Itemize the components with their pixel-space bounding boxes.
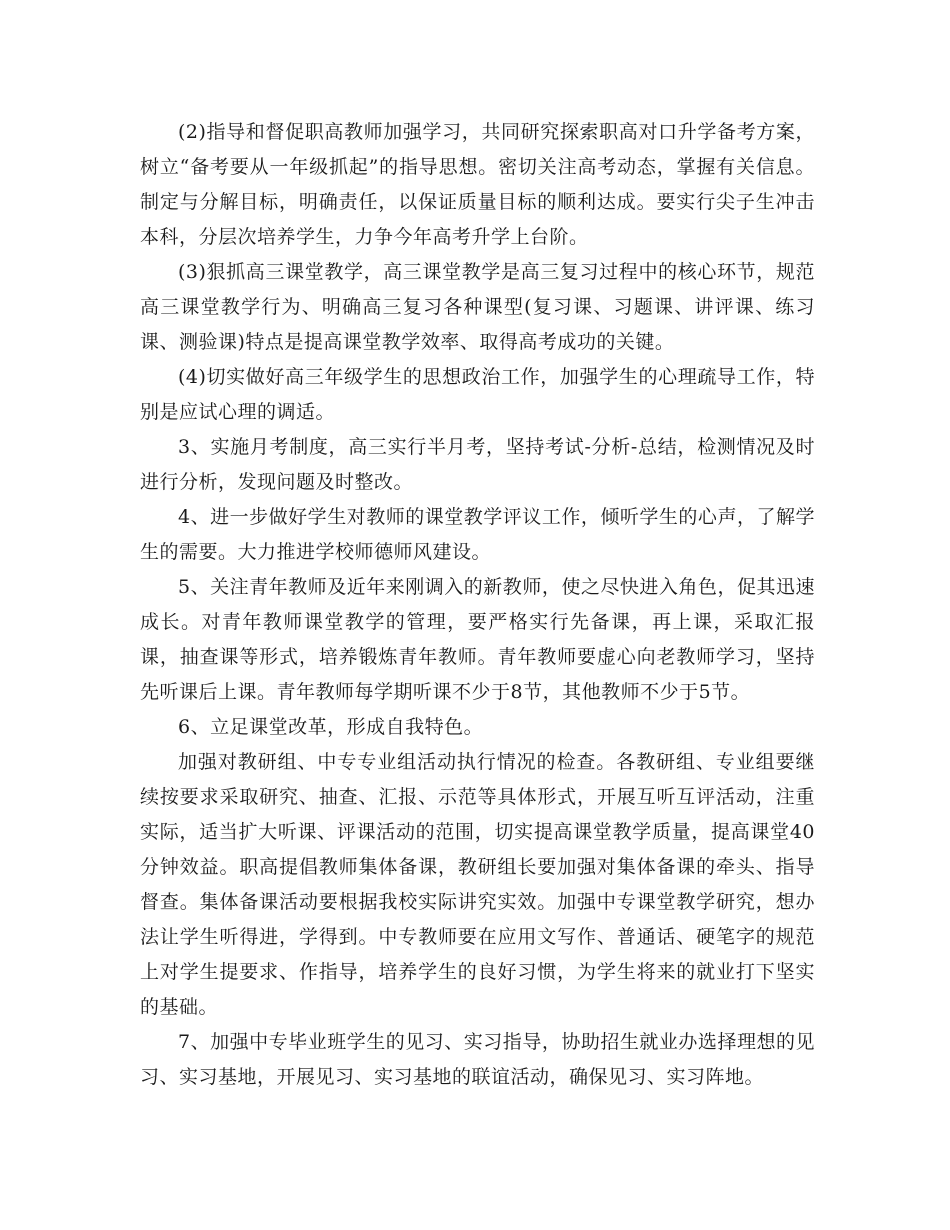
paragraph-young-teachers: 5、关注青年教师及近年来刚调入的新教师，使之尽快进入角色，促其迅速成长。对青年教师课堂教学的管理，要严格实行先备课，再上课，采取汇报课，抽查课等形式，培养锻炼青年教师。青年教师要虚心向老教师学习，坚持先听课后上课。青年教师每学期听课不少于8节，其他教师不少于5节。 [140,576,815,703]
paragraph-teaching-research: 加强对教研组、中专专业组活动执行情况的检查。各教研组、专业组要继续按要求采取研究、抽查、汇报、示范等具体形式，开展互听互评活动，注重实际，适当扩大听课、评课活动的范围，切实提高课堂教学质量，提高课堂40分钟效益。职高提倡教师集体备课，教研组长要加强对集体备课的牵头、指导督查。集体备课活动要根据我校实际讲究实效。加强中专课堂教学研究，想办法让学生听得进，学得到。中专教师要在应用文写作、普通话、硬笔字的规范上对学生提要求、作指导，培养学生的良好习惯，为学生将来的就业打下坚实的基础。 [140,751,815,1018]
paragraph-teaching-evaluation: 4、进一步做好学生对教师的课堂教学评议工作，倾听学生的心声，了解学生的需要。大力推进学校师德师风建设。 [140,506,815,563]
paragraph-internship: 7、加强中专毕业班学生的见习、实习指导，协助招生就业办选择理想的见习、实习基地，开展见习、实习基地的联谊活动，确保见习、实习阵地。 [140,1031,815,1088]
document-body [140,115,815,1095]
paragraph-item-3: (3)狠抓高三课堂教学，高三课堂教学是高三复习过程中的核心环节，规范高三课堂教学行为、明确高三复习各种课型(复习课、习题课、讲评课、练习课、测验课)特点是提高课堂教学效率、取得高考成功的关键。 [140,261,815,353]
paragraph-item-4: (4)切实做好高三年级学生的思想政治工作，加强学生的心理疏导工作，特别是应试心理的调适。 [140,366,815,423]
paragraph-item-2: (2)指导和督促职高教师加强学习，共同研究探索职高对口升学备考方案，树立“备考要从一年级抓起”的指导思想。密切关注高考动态，掌握有关信息。制定与分解目标，明确责任，以保证质量目标的顺利达成。要实行尖子生冲击本科，分层次培养学生，力争今年高考升学上台阶。 [140,121,815,248]
paragraph-monthly-exam: 3、实施月考制度，高三实行半月考，坚持考试-分析-总结，检测情况及时进行分析，发现问题及时整改。 [140,436,815,493]
paragraph-classroom-reform: 6、立足课堂改革，形成自我特色。 [178,716,484,738]
